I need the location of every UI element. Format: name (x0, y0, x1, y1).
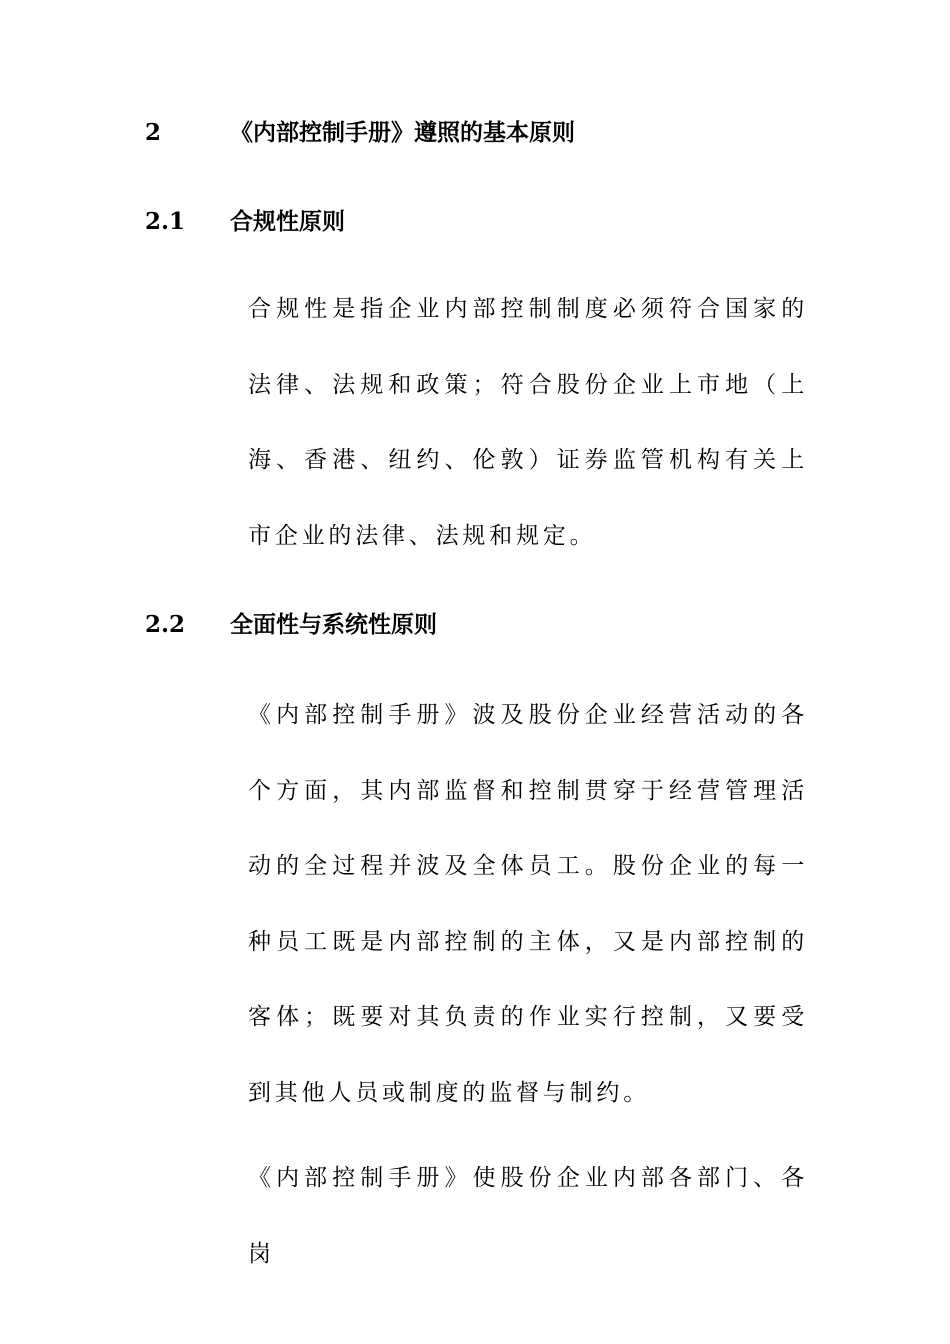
subsection-heading (0, 605, 950, 645)
section-heading (0, 113, 950, 153)
subsection-title: 合规性原则 (230, 208, 345, 235)
subsection-title: 全面性与系统性原则 (230, 611, 437, 638)
body-paragraph: 《内部控制手册》波及股份企业经营活动的各个方面，其内部监督和控制贯穿于经营管理活动的全过程并波及全体员工。股份企业的每一种员工既是内部控制的主体，又是内部控制的客体；既要对其负责的作业实行控制，又要受到其他人员或制度的监督与制约。 (248, 702, 808, 1106)
subsection-heading (0, 202, 950, 242)
body-paragraph: 《内部控制手册》使股份企业内部各部门、各岗 (248, 1165, 808, 1267)
subsection-number: 2.2 (145, 611, 186, 638)
subsection-number: 2.1 (145, 208, 186, 235)
body-paragraph: 合规性是指企业内部控制制度必须符合国家的法律、法规和政策；符合股份企业上市地（上海、香港、纽约、伦敦）证券监管机构有关上市企业的法律、法规和规定。 (248, 296, 808, 549)
section-title: 《内部控制手册》遵照的基本原则 (230, 119, 575, 146)
section-number: 2 (145, 119, 162, 146)
